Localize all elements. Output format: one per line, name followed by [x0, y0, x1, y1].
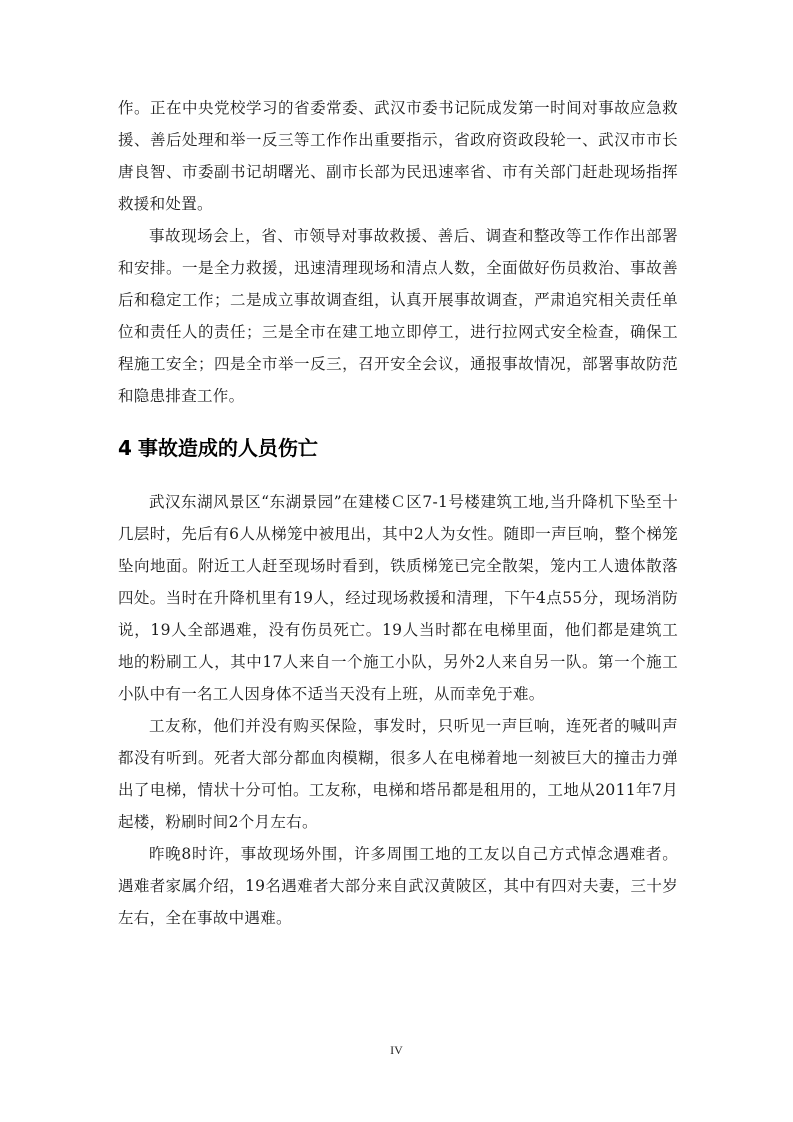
paragraph-continued: 作。正在中央党校学习的省委常委、武汉市委书记阮成发第一时间对事故应急救援、善后处理和举一反三等工作作出重要指示，省政府资政段轮一、武汉市市长唐良智、市委副书记胡曙光、副市长部为民迅速率省、市有关部门赶赴现场指挥救援和处置。: [118, 99, 678, 213]
page-number: IV: [390, 1043, 403, 1057]
section-heading: [118, 420, 678, 476]
paragraph-casualties: 武汉东湖风景区“东湖景园”在建楼Ｃ区7-1号楼建筑工地,当升降机下坠至十几层时，先后有6人从梯笼中被甩出，其中2人为女性。随即一声巨响，整个梯笼坠向地面。附近工人赶至现场时看到，铁质梯笼已完全散架，笼内工人遗体散落四处。当时在升降机里有19人，经过现场救援和清理，下午4点55分，现场消防说，19人全部遇难，没有伤员死亡。19人当时都在电梯里面，他们都是建筑工地的粉刷工人，其中17人来自一个施工小队，另外2人来自另一队。第一个施工小队中有一名工人因身体不适当天没有上班，从而幸免于难。: [118, 493, 678, 703]
section-title: 事故造成的人员伤亡: [137, 436, 318, 460]
paragraph-site-meeting: 事故现场会上，省、市领导对事故救援、善后、调查和整改等工作作出部署和安排。一是全力救援，迅速清理现场和清点人数，全面做好伤员救治、事故善后和稳定工作；二是成立事故调查组，认真开展事故调查，严肃追究相关责任单位和责任人的责任；三是全市在建工地立即停工，进行拉网式安全检查，确保工程施工安全；四是全市举一反三，召开安全会议，通报事故情况，部署事故防范和隐患排查工作。: [118, 227, 678, 405]
section-number: 4: [118, 436, 132, 460]
paragraph-memorial: 昨晚8时许，事故现场外围，许多周围工地的工友以自己方式悼念遇难者。遇难者家属介绍，19名遇难者大部分来自武汉黄陂区，其中有四对夫妻，三十岁左右，全在事故中遇难。: [118, 845, 678, 927]
page-content: [118, 92, 678, 934]
paragraph-workers-account: 工友称，他们并没有购买保险，事发时，只听见一声巨响，连死者的喊叫声都没有听到。死者大部分都血肉模糊，很多人在电梯着地一刻被巨大的撞击力弹出了电梯，情状十分可怕。工友称，电梯和塔吊都是租用的，工地从2011年7月起楼，粉刷时间2个月左右。: [118, 717, 678, 831]
